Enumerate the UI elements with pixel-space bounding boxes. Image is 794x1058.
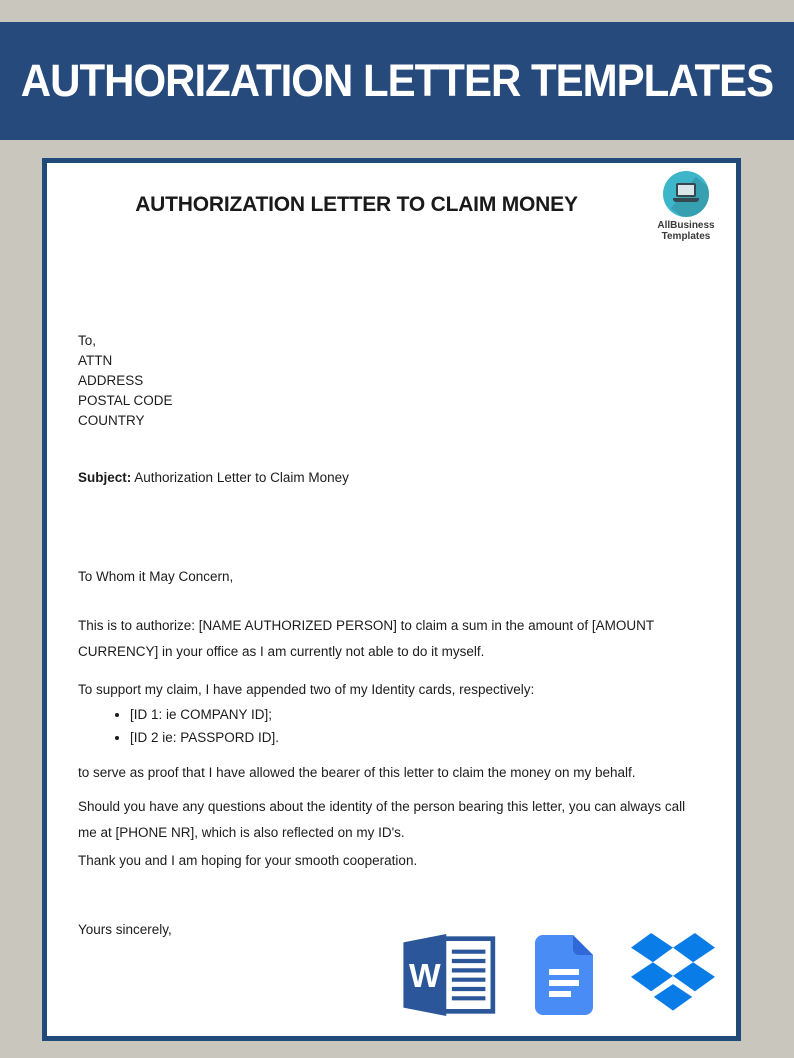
salutation: To Whom it May Concern, <box>78 569 234 584</box>
allbusiness-logo[interactable] <box>648 171 724 242</box>
laptop-icon <box>663 171 709 217</box>
recipient-line: ATTN <box>78 353 113 368</box>
bullet-item: • [ID 1: ie COMPANY ID]; <box>130 703 676 726</box>
subject-text: Authorization Letter to Claim Money <box>131 470 349 485</box>
word-icon[interactable] <box>403 934 497 1016</box>
recipient-line: POSTAL CODE <box>78 393 173 408</box>
letter-page <box>42 158 741 1041</box>
dropbox-icon[interactable] <box>625 933 721 1017</box>
paragraph-authorize: This is to authorize: [NAME AUTHORIZED PERSON] to claim a sum in the amount of [AMOUNT CURRENCY] in your office as I am currently not able to do it myself. <box>78 618 654 659</box>
closing: Yours sincerely, <box>78 922 172 937</box>
bullet-item: • [ID 2 ie: PASSPORD ID]. <box>130 726 676 749</box>
logo-text-line1: AllBusiness <box>657 220 715 231</box>
paragraph-questions: Should you have any questions about the identity of the person bearing this letter, you can always call me at [PHONE NR], which is also reflected on my ID's. <box>78 799 686 840</box>
format-icons-row <box>403 931 723 1019</box>
recipient-block <box>78 331 173 431</box>
recipient-line: ADDRESS <box>78 373 144 388</box>
logo-text-line2: Templates <box>661 231 711 242</box>
subject-line <box>78 470 349 485</box>
banner-title: AUTHORIZATION LETTER TEMPLATES <box>20 55 774 106</box>
subject-label: Subject: <box>78 470 132 485</box>
id-bullet-list <box>130 703 676 749</box>
paragraph-thanks: Thank you and I am hoping for your smooth cooperation. <box>78 853 418 868</box>
banner <box>0 22 794 140</box>
document-title: AUTHORIZATION LETTER TO CLAIM MONEY <box>135 193 578 216</box>
recipient-line: COUNTRY <box>78 413 145 428</box>
paragraph-support-claim: To support my claim, I have appended two of my Identity cards, respectively: <box>78 682 535 697</box>
recipient-line: To, <box>78 333 97 348</box>
google-docs-icon[interactable] <box>535 934 593 1016</box>
paragraph-proof: to serve as proof that I have allowed the bearer of this letter to claim the money on my behalf. <box>78 765 636 780</box>
svg-text:W: W <box>409 958 441 996</box>
